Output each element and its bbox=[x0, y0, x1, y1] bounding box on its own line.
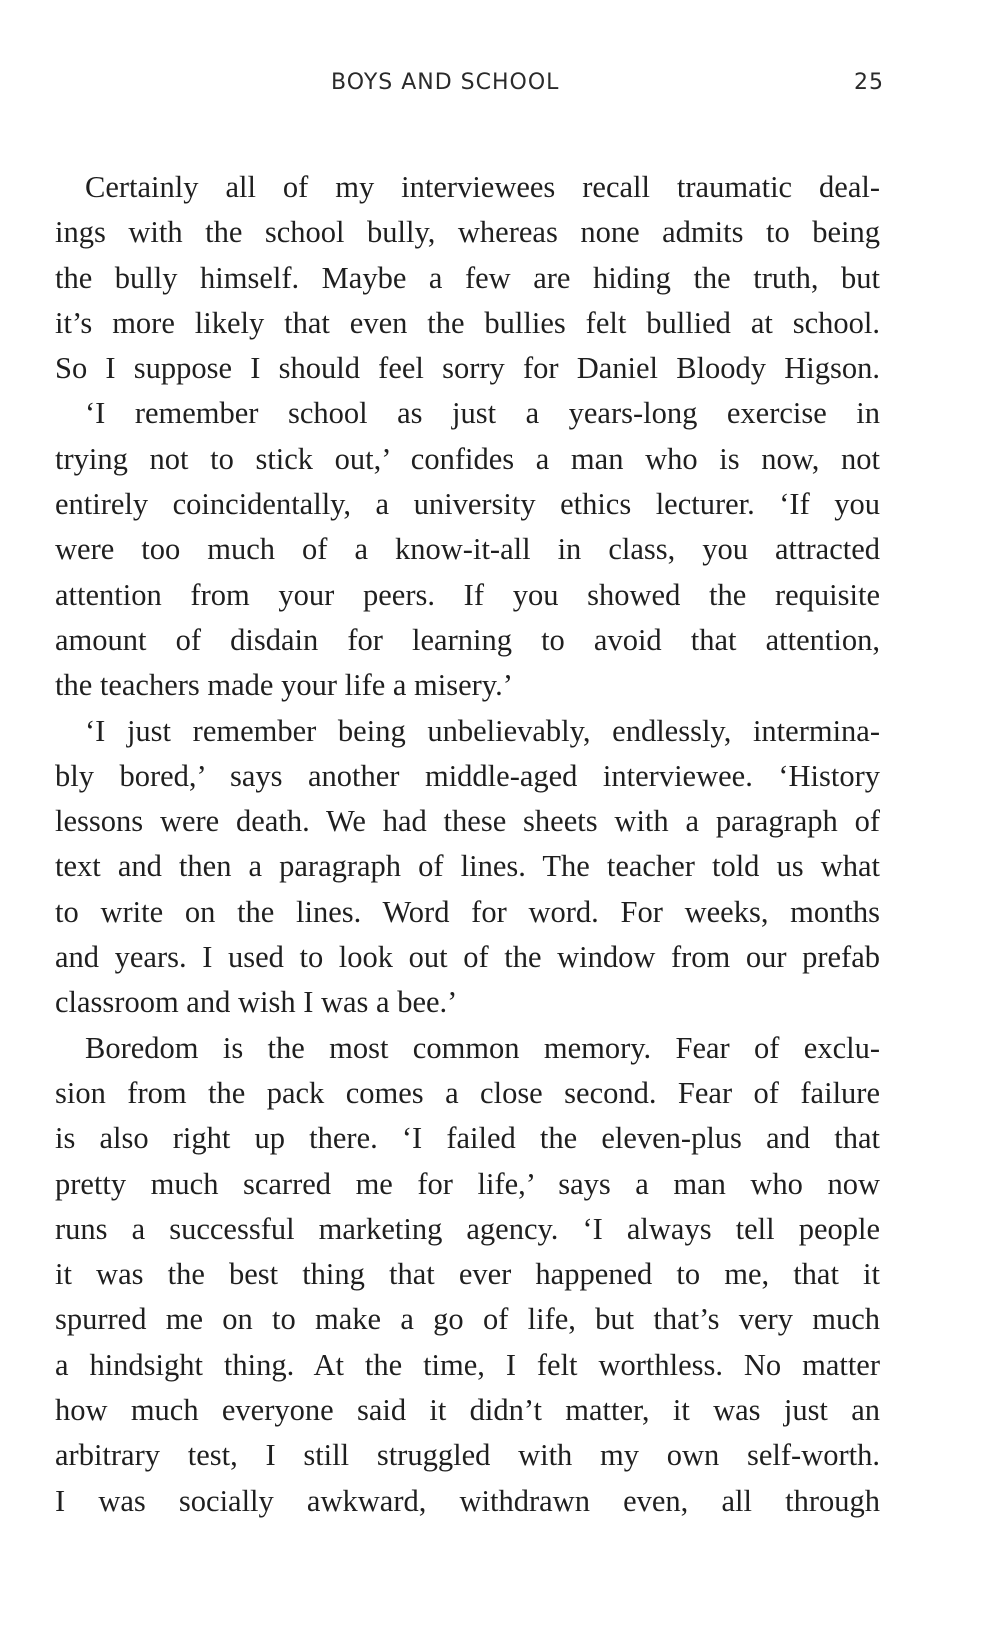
text-line: Boredom is the most common memory. Fear of exclu- bbox=[85, 1030, 880, 1065]
text-line: ‘I remember school as just a years-long exercise in bbox=[85, 396, 880, 431]
text-line: I was socially awkward, withdrawn even, all through bbox=[55, 1483, 880, 1518]
page-number: 25 bbox=[854, 70, 884, 95]
text-line: So I suppose I should feel sorry for Daniel Bloody Higson. bbox=[55, 351, 880, 386]
text-line: were too much of a know-it-all in class, you attracted bbox=[55, 532, 880, 567]
text-line: attention from your peers. If you showed the requisite bbox=[55, 577, 880, 612]
text-line: spurred me on to make a go of life, but that’s very much bbox=[55, 1302, 880, 1337]
text-line: runs a successful marketing agency. ‘I always tell people bbox=[55, 1211, 880, 1246]
text-line: it was the best thing that ever happened to me, that it bbox=[55, 1257, 880, 1292]
text-line: it’s more likely that even the bullies felt bullied at school. bbox=[55, 305, 880, 340]
text-line: entirely coincidentally, a university ethics lecturer. ‘If you bbox=[55, 487, 880, 522]
text-line: sion from the pack comes a close second. Fear of failure bbox=[55, 1075, 880, 1110]
text-line: pretty much scarred me for life,’ says a man who now bbox=[55, 1166, 880, 1201]
text-line: ings with the school bully, whereas none admits to being bbox=[55, 215, 880, 250]
text-line: ‘I just remember being unbelievably, endlessly, intermina- bbox=[85, 713, 880, 748]
text-line: is also right up there. ‘I failed the eleven-plus and that bbox=[55, 1121, 880, 1156]
text-line: amount of disdain for learning to avoid that attention, bbox=[55, 622, 880, 657]
text-line: classroom and wish I was a bee.’ bbox=[55, 985, 458, 1020]
text-line: and years. I used to look out of the window from our prefab bbox=[55, 940, 880, 975]
text-line: Certainly all of my interviewees recall traumatic deal- bbox=[85, 170, 880, 204]
text-line: arbitrary test, I still struggled with my own self-worth. bbox=[55, 1438, 880, 1473]
text-line: lessons were death. We had these sheets with a paragraph of bbox=[55, 804, 880, 839]
text-line: to write on the lines. Word for word. For weeks, months bbox=[55, 894, 880, 929]
text-line: the bully himself. Maybe a few are hiding the truth, but bbox=[55, 260, 880, 295]
text-line: text and then a paragraph of lines. The teacher told us what bbox=[55, 849, 880, 884]
text-line: a hindsight thing. At the time, I felt worthless. No matter bbox=[55, 1347, 880, 1382]
text-line: how much everyone said it didn’t matter, it was just an bbox=[55, 1393, 880, 1428]
text-line: the teachers made your life a misery.’ bbox=[55, 668, 513, 703]
text-line: bly bored,’ says another middle-aged interviewee. ‘History bbox=[55, 758, 880, 793]
running-head bbox=[0, 70, 984, 102]
text-line: trying not to stick out,’ confides a man who is now, not bbox=[55, 441, 880, 476]
body-text bbox=[55, 165, 880, 1524]
chapter-title: BOYS AND SCHOOL bbox=[331, 70, 560, 95]
